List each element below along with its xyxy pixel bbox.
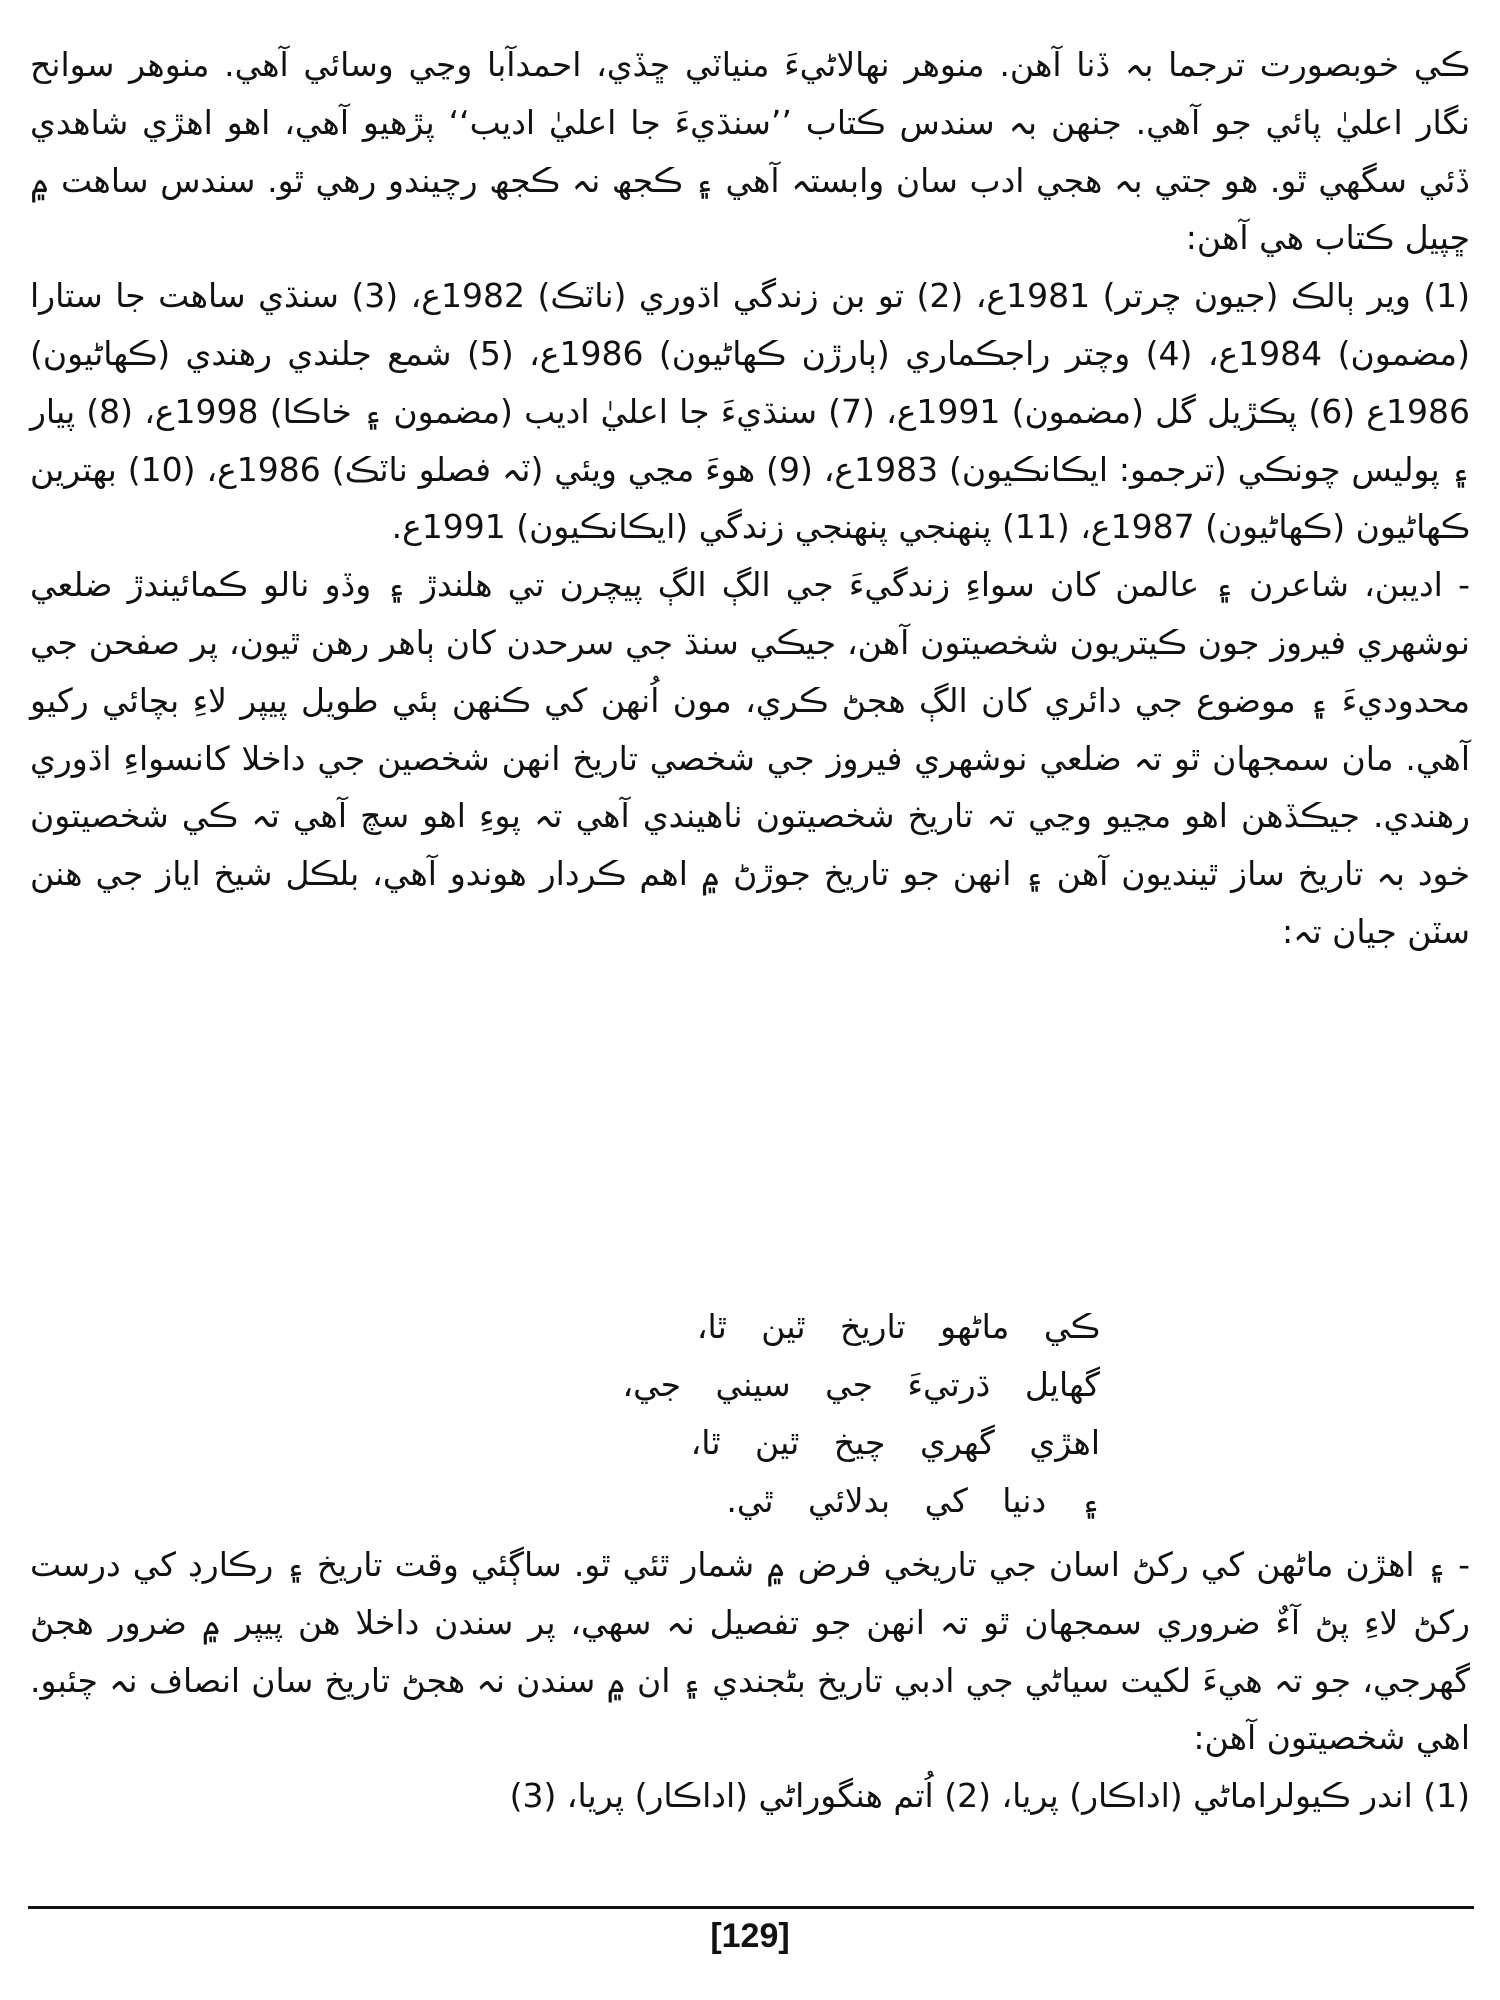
text-lower — [30, 1536, 1470, 1825]
poem-block — [420, 1298, 1100, 1530]
paragraph-book-list: (1) وير ٻالڪ (جيون چرتر) 1981ع، (2) تو بن زندگي اڌوري (ناٽڪ) 1982ع، (3) سنڌي ساهت جا ستارا (مضمون) 1984ع، (4) وچتر راجڪماري (ٻارڙن ڪهاڻيون) 1986ع، (5) شمع جلندي رهندي (ڪهاڻيون) 1986ع (6) پڪڙيل گل (مضمون) 1991ع، (7) سنڌيءَ جا اعليٰ اديب (مضمون ۽ خاڪا) 1998ع، (8) پيار ۽ پوليس چونڪي (ترجمو: ايڪانڪيون) 1983ع، (9) هوءَ مڃي ويئي (ٽہ فصلو ناٽڪ) 1986ع، (10) بهترين ڪهاڻيون (ڪهاڻيون) 1987ع، (11) پنهنجي پنهنجي زندگي (ايڪانڪيون) 1991ع. — [30, 276, 1471, 547]
paragraph-personalities: - اديبن، شاعرن ۽ عالمن کان سواءِ زندگيءَ جي الڳ الڳ پيچرن تي هلندڙ ۽ وڏو نالو ڪمائيندڙ ضلعي نوشهري فيروز جون ڪيتريون شخصيتون آهن، جيڪي سنڌ جي سرحدن کان ٻاهر رهن ٿيون، پر صفحن جي محدوديءَ ۽ موضوع جي دائري کان الڳ هجڻ ڪري، مون اُنهن کي ڪنهن ٻئي طويل پيپر لاءِ بچائي رکيو آهي. مان سمجهان ٿو تہ ضلعي نوشهري فيروز جي شخصي تاريخ انهن شخصين جي داخلا کانسواءِ اڌوري رهندي. جيڪڏهن اهو مڃيو وڃي تہ تاريخ شخصيتون ٺاهيندي آهي تہ پوءِ اهو سچ آهي تہ ڪي شخصيتون خود بہ تاريخ ساز ٿينديون آهن ۽ انهن جو تاريخ جوڙڻ ۾ اهم ڪردار هوندو آهي، بلڪل شيخ اياز جي هنن سٽن جيان تہ: — [30, 565, 1470, 951]
text-upper — [30, 36, 1470, 961]
page-number: [129] — [710, 1917, 790, 1955]
paragraph-intro: ڪي خوبصورت ترجما بہ ڏنا آهن. منوهر نهالاڻيءَ منياٽي ڇڏي، احمدآبا وڃي وسائي آهي. منوهر سوانح نگار اعليٰ پائي جو آهي. جنهن بہ سندس ڪتاب ’’سنڌيءَ جا اعليٰ اديب‘‘ پڙهيو آهي، اهو اهڙي شاهدي ڏئي سگهي ٿو. هو جتي بہ هجي ادب سان وابستہ آهي ۽ ڪجھ نہ ڪجھ رچيندو رهي ٿو. سندس ساهت ۾ ڇپيل ڪتاب هي آهن: — [30, 45, 1470, 258]
poem-line: ڪي ماڻهو تاريخ ٿين ٿا، — [696, 1307, 1100, 1346]
poem-line: گهايل ڌرتيءَ جي سيني جي، — [622, 1365, 1100, 1404]
poem-line: ۽ دنيا کي بدلائي ٿي. — [726, 1481, 1100, 1520]
poem-line: اهڙي گهري چيخ ٿين ٿا، — [690, 1423, 1100, 1462]
paragraph-records: - ۽ اهڙن ماڻهن کي رکڻ اسان جي تاريخي فرض ۾ شمار ٿئي ٿو. ساڳئي وقت تاريخ ۽ رڪارڊ کي درست رکڻ لاءِ پڻ آءٌ ضروري سمجهان ٿو تہ انهن جو تفصيل نہ سهي، پر سندن داخلا هن پيپر ۾ ضرور هجڻ گهرجي، جو تہ هيءَ لکيت سياڻي جي ادبي تاريخ بڻجندي ۽ ان ۾ سندن نہ هجڻ تاريخ سان انصاف نہ چئبو. اهي شخصيتون آهن: — [30, 1545, 1470, 1758]
paragraph-actors-list: (1) اندر ڪيولراماڻي (اداڪار) پريا، (2) اُتم هنگوراڻي (اداڪار) پريا، (3) — [509, 1776, 1470, 1816]
footer-divider — [28, 1906, 1474, 1909]
